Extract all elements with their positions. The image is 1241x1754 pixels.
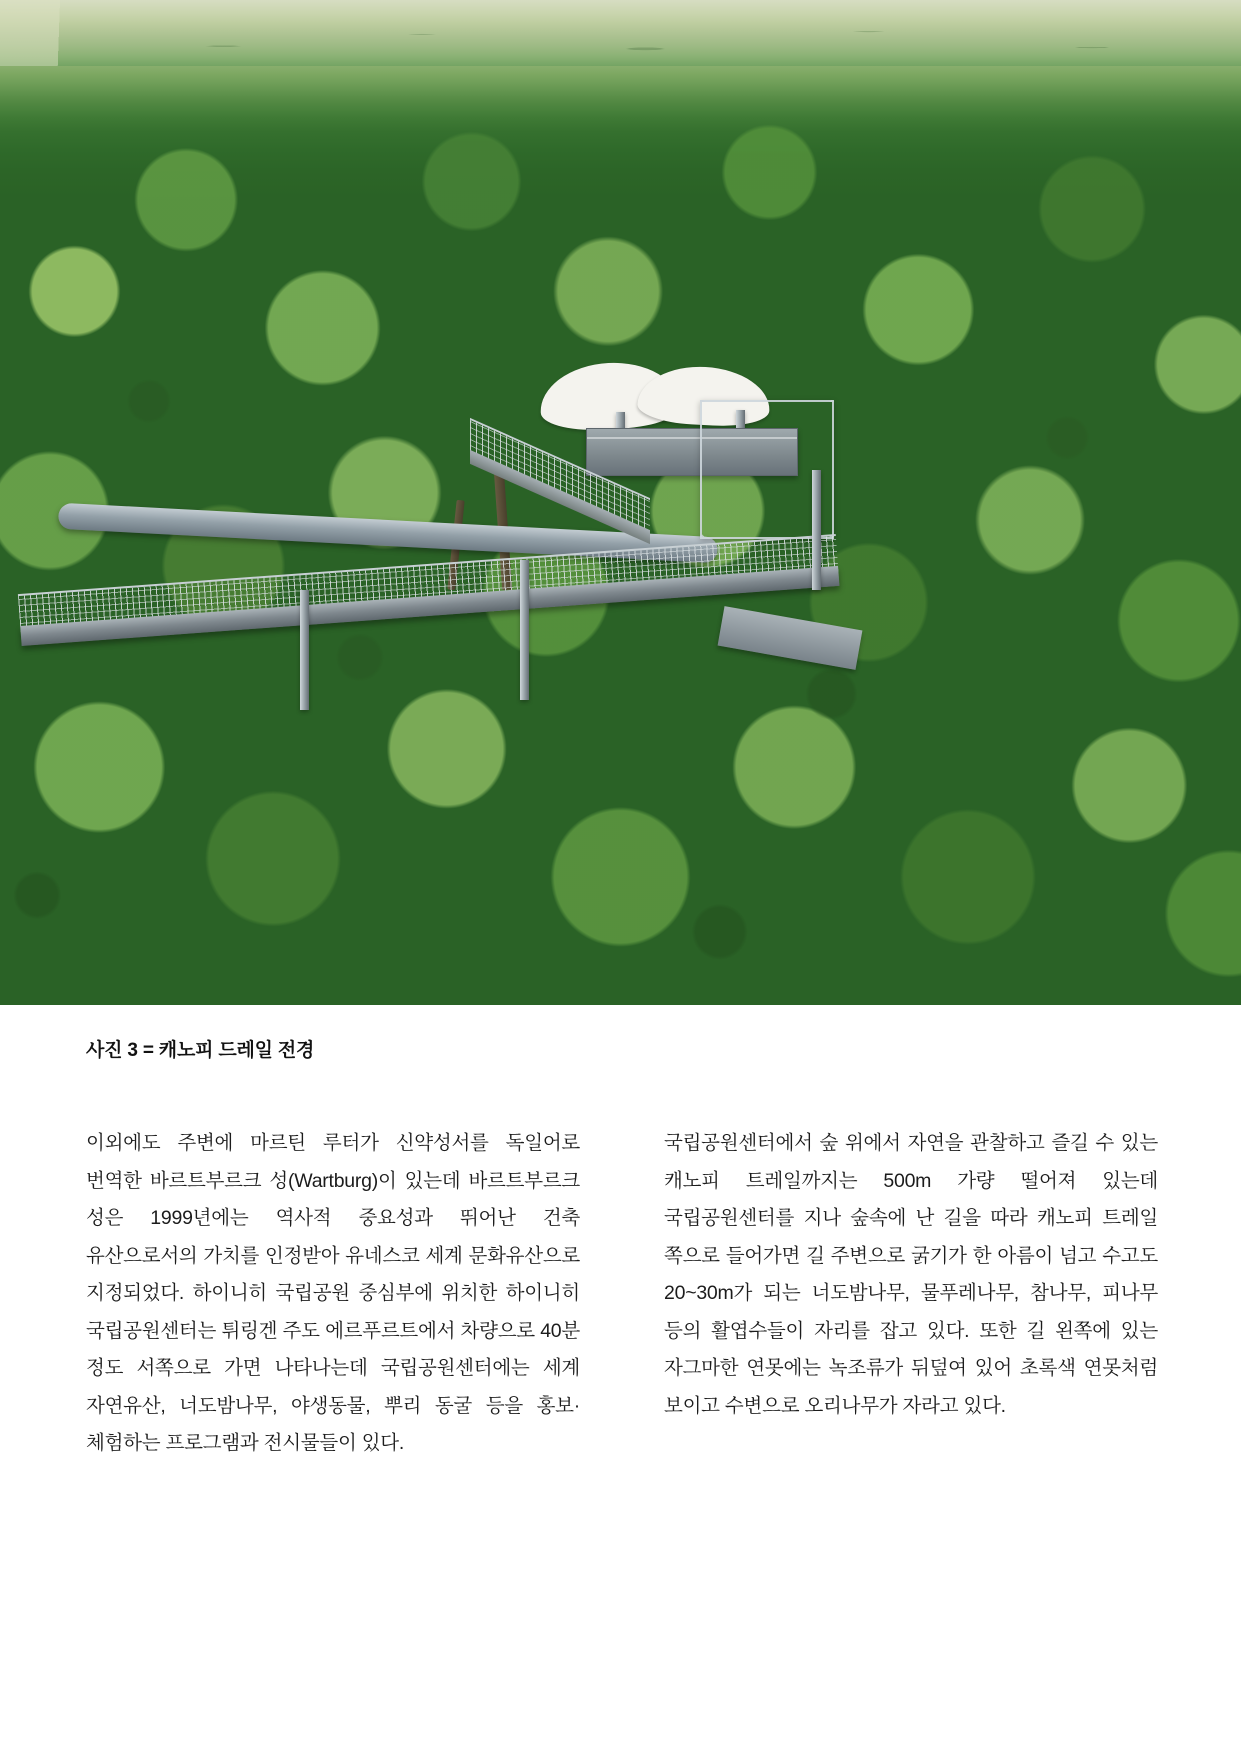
body-column-right (664, 1125, 1158, 1463)
support-post (300, 590, 309, 710)
body-paragraph-right: 국립공원센터에서 숲 위에서 자연을 관찰하고 즐길 수 있는 캐노피 트레일까지는 500m 가량 떨어져 있는데 국립공원센터를 지나 숲속에 난 길을 따라 캐노피 트레일 쪽으로 들어가면 길 주변으로 굵기가 한 아름이 넘고 수고도 20~30m가 되는 너도밤나무, 물푸레나무, 참나무, 피나무 등의 활엽수들이 자리를 잡고 있다. 또한 길 왼쪽에 있는 자그마한 연못에는 녹조류가 뒤덮여 있어 초록색 연못처럼 보이고 수변으로 오리나무가 자라고 있다. (664, 1132, 1158, 1417)
support-post (812, 470, 821, 590)
photo-caption: 사진 3 = 캐노피 드레일 전경 (86, 1040, 315, 1061)
body-column-left (86, 1125, 580, 1463)
walkway-spur (718, 606, 863, 670)
article-body (86, 1125, 1158, 1463)
body-paragraph-left: 이외에도 주변에 마르틴 루터가 신약성서를 독일어로 번역한 바르트부르크 성(Wartburg)이 있는데 바르트부르크 성은 1999년에는 역사적 중요성과 뛰어난 건축 유산으로서의 가치를 인정받아 유네스코 세계 문화유산으로 지정되었다. 하이니히 국립공원 중심부에 위치한 하이니히 국립공원센터는 튀링겐 주도 에르푸르트에서 차량으로 40분 정도 서쪽으로 가면 나타나는데 국립공원센터에는 세계 자연유산, 너도밤나무, 야생동물, 뿌리 동굴 등을 홍보·체험하는 프로그램과 전시물들이 있다. (86, 1132, 580, 1454)
support-post (520, 560, 529, 700)
